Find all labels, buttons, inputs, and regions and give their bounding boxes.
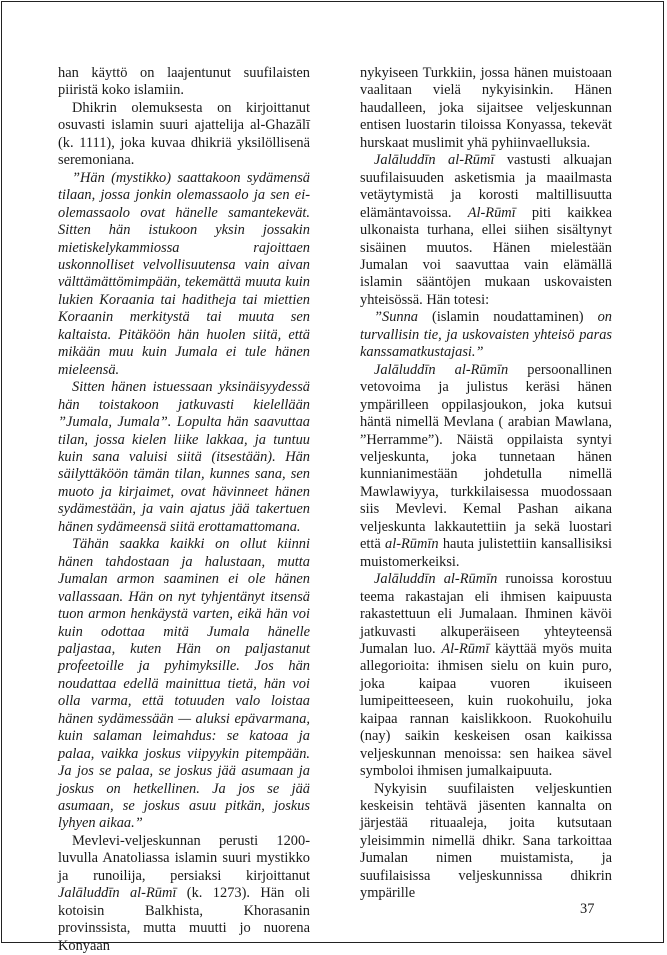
text-run: Dhikrin olemuksesta on kirjoittanut osuvasti islamin suuri ajattelija al-Ghazālī (k. 1111), joka kuvaa dhikriä yksilöllisenä seremoniana. (58, 99, 310, 169)
italic-run: on turvallisin tie, ja uskovaisten yhteisö paras kanssamatkustajasi.” (360, 309, 612, 361)
italic-run: Sitten hänen istuessaan yksinäisyydessä hän toistakoon jatkuvasti kielellään ”Jumala, Jumala”. Lopulta hän saavuttaa tilan, jossa kielen liike lakkaa, ja tuntuu kuin sana valuisi siitä (itsestään). Hän säilyttäköön tämän tilan, kunnes sana, sen muoto ja kirjaimet, ovat hävinneet hänen sydämestään, ja vain ajatus jää takertuen hänen sydämeensä siitä erottamattomana. (58, 379, 310, 535)
italic-run: Jalāluddīn al-Rūmīn (374, 571, 498, 588)
text-run: käyttää myös muita allegorioita: ihmisen sielu on kuin puro, joka kaipaa vuoren ikuiseen lumipeitteeseen, kuin ruokohuilu, joka kaipaa rannan kaislikkoon. Ruokohuilu (nay) saikin keskeisen osan kaikissa veljeskunnan menoissa: sen haikea sävel symboloi ihmisen jumalkaipuuta. (360, 640, 612, 780)
quote-rumi-sunna (360, 309, 612, 361)
paragraph-rumi-poetry (360, 571, 612, 780)
left-column (58, 65, 310, 955)
italic-run: Al-Rūmī (441, 640, 490, 657)
right-column (360, 65, 612, 903)
paragraph-mevlevi-founding (58, 833, 310, 955)
text-run: vastusti alkuajan suufilaisuuden asketismia ja maailmasta vetäytymistä ja korosti maltillisuutta elämäntavoissa. (360, 152, 612, 221)
text-run: (islamin noudattaminen) (417, 309, 598, 326)
text-run: piti kaikkea ulkonaista turhana, ellei siihen sisältynyt sisäinen muutos. Hänen mielestään Jumalan voi saavuttaa vain elämällä islamin sääntöjen mukaan uskovaisten yhteisössä. Hän totesi: (360, 204, 612, 308)
paragraph-mevlana (360, 362, 612, 571)
text-run: runoissa korostuu teema rakastajan eli ihmisen kaipuusta rakastettuun eli Jumalaan. Ihminen kävöi jatkuvasti alkuperäiseen yhteyteensä Jumalan luo. (360, 571, 612, 657)
paragraph-continuation: han käyttö on laajentunut suufilaisten piiristä koko islamiin. (58, 65, 310, 99)
quote-ghazali-2 (58, 379, 310, 536)
italic-run: al-Rūmīn (385, 536, 439, 553)
text-run: Nykyisin suufilaisten veljeskuntien keskeisin tehtävä jäsenten kannalta on järjestää rituaaleja, joita kutsutaan yleisimmin nimellä dhikr. Sana tarkoittaa Jumalan nimen muistamista, ja suufilaisissa veljeskunnissa dhikrin ympärille (360, 780, 612, 902)
quote-ghazali-3 (58, 536, 310, 833)
quote-ghazali-1 (58, 170, 310, 379)
paragraph-modern-orders (360, 781, 612, 903)
text-run: Mevlevi-veljeskunnan perusti 1200-luvulla Anatoliassa islamin suuri mystikko ja runoilija, persiaksi kirjoittanut (58, 832, 310, 884)
italic-run: Tähän saakka kaikki on ollut kiinni hänen tahdostaan ja halustaan, mutta Jumalan armon saaminen ei ole hänen vallassaan. Hän on nyt tyhjentänyt itsensä tuon armon henkäystä varten, eikä hän voi kuin odottaa mitä Jumala hänelle paljastaa, kuten Hän on paljastanut profeetoille ja pyhimyksille. Jos hän noudattaa edellä mainittua tietä, hän voi olla varma, että totuuden valo loistaa hänen sydämessään — aluksi epävarmana, kuin salaman leimahdus: se katoaa ja palaa, vaikka joskus viipyykin pitempään. Ja jos se palaa, se joskus jää asumaan ja joskus on hetkellinen. Ja jos se jää asumaan, se joskus asuu pitkän, joskus lyhyen aikaa.” (58, 536, 310, 832)
italic-run: Jalāluddīn al-Rūmīn (374, 361, 509, 378)
paragraph-rumi-teaching (360, 152, 612, 309)
page-number: 37 (580, 901, 595, 917)
text-run: nykyiseen Turkkiin, jossa hänen muistoaan vaalitaan vielä nykyisinkin. Hänen haudalleen, joka sijaitsee veljeskunnan entisen luostarin tiloissa Konyassa, tekevät hurskaat muslimit yhä pyhiinvaelluksia. (360, 65, 612, 151)
paragraph-dhikr-intro (58, 100, 310, 170)
text-run: (k. 1273). Hän oli kotoisin Balkhista, Khorasanin provinssista, mutta muutti jo nuorena Konyaan (58, 885, 310, 954)
italic-run: Al-Rūmī (467, 204, 516, 221)
italic-run: ”Hän (mystikko) saattakoon sydämensä tilaan, jossa jonkin olemassaolo ja sen ei-olemassaolo ovat hänelle samantekevät. Sitten hän istukoon yksin jossakin mietiskelykammiossa rajoittaen uskonnolliset velvollisuutensa vain aivan välttämättömimpään, tekemättä muuta kuin lukien Koraania tai haditheja tai miettien Koraanin merkitystä tai muuta sen kaltaista. Pitäköön hän huolen siitä, että mikään muu kuin Jumala ei tule hänen mieleensä. (58, 169, 310, 378)
page-frame (1, 1, 664, 954)
text-run: persoonallinen vetovoima ja julistus keräsi hänen ympärilleen oppilasjoukon, joka kutsui häntä nimellä Mevlana ( arabian Mawlana, ”Herramme”). Näistä oppilaista syntyi veljeskunta, joka tunnetaan hänen kunnianimestään johdetulla nimellä Mawlawiyya, turkkilaisessa muodossaan siis Mevlevi. Kemal Pashan aikana veljeskunta lakkautettiin ja sekä luostari että (360, 361, 612, 553)
paragraph-konya (360, 65, 612, 152)
italic-run: ”Sunna (374, 309, 418, 326)
italic-run: Jalāluddīn al-Rūmī (58, 885, 177, 902)
text-run: hauta julistettiin kansallisiksi muistomerkeiksi. (360, 536, 612, 570)
italic-run: Jalāluddīn al-Rūmī (374, 152, 495, 169)
